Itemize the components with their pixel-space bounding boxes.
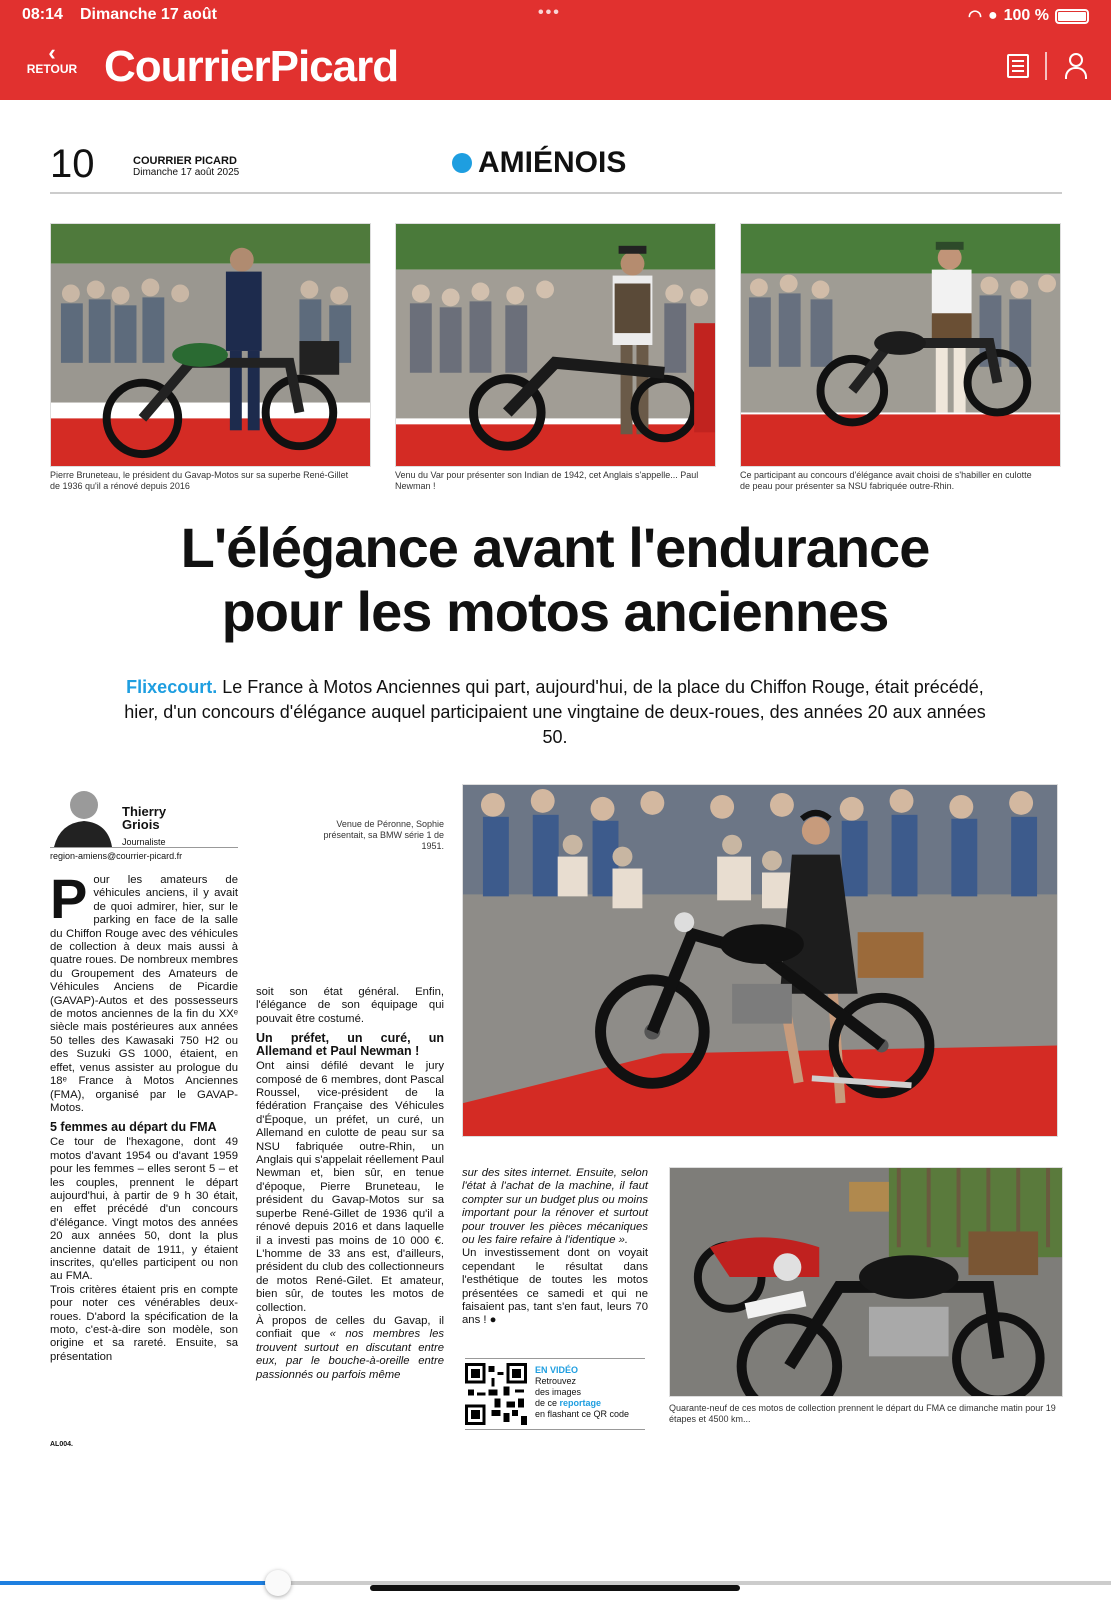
paragraph: À propos de celles du Gavap, il confiait que « nos membres les trouvent surtout en discutant entre eux, par le bouche-à-oreille entre passionnés ou parfois même <box>256 1314 444 1381</box>
video-label: EN VIDÉO <box>535 1365 579 1375</box>
publication-info <box>133 155 239 179</box>
article-column-2 <box>256 986 444 1382</box>
app-header <box>0 0 1111 100</box>
photo-caption-bmw: Venue de Péronne, Sophie présentait, sa BMW série 1 de 1951. <box>323 819 444 851</box>
progress-fill <box>0 1581 278 1585</box>
status-date: Dimanche 17 août <box>80 6 217 23</box>
multitask-dots-icon[interactable]: ••• <box>538 4 561 21</box>
app-logo: CourrierPicard <box>104 42 399 91</box>
paragraph: Trois critères étaient pris en compte pour noter ces vénérables deux-roues. D'abord la spécification de la moto, c'est-à-dire son modèle, son origine et sa rareté. Ensuite, sa présentation <box>50 1283 238 1363</box>
newspaper-page[interactable] <box>0 100 1111 1560</box>
article-lede <box>120 675 990 750</box>
photo-bmw-sophie <box>462 784 1058 1137</box>
quote: « nos membres les trouvent surtout en discutant entre eux, par le bouche-à-oreille entre passionnés ou parfois même <box>256 1328 444 1381</box>
qr-code-icon[interactable] <box>465 1363 527 1425</box>
chevron-left-icon: ‹ <box>48 40 56 65</box>
article-signature: AL004. <box>50 1441 73 1448</box>
author-email: region-amiens@courrier-picard.fr <box>50 851 183 861</box>
wifi-icon: ◠ <box>967 8 982 25</box>
paragraph-intro: Pour les amateurs de véhicules anciens, il y avait de quoi admirer, hier, sur le parking en face de la salle du Chiffon Rouge avec des véhicules de collection à deux mais aussi à quatre roues. De nombreux membres du Groupement des Amateurs de Véhicules Anciens de Picardie (GAVAP)-Autos et des possesseurs de motos anciennes de la fin du XXᵉ siècle mais postérieures aux années 50 telles des Kawasaki 750 H2 ou des Suzuki GS 1000, étaient, en effet, venus assister au prologue du 18ᵉ France à Motos Anciennes (FMA), organisé par le GAVAP-Motos. <box>50 867 238 1114</box>
article-column-3 <box>462 1167 648 1328</box>
photo-rene-gillet <box>50 223 371 467</box>
author-portrait <box>50 783 114 847</box>
back-button[interactable] <box>22 40 82 76</box>
battery-percent: 100 % <box>1003 7 1049 24</box>
author-name <box>122 805 166 831</box>
headline-line-1: L'élégance avant l'endurance <box>180 516 930 579</box>
video-promo[interactable] <box>465 1358 645 1430</box>
header-rule <box>50 192 1062 194</box>
divider <box>1045 52 1047 80</box>
photo-caption-1: Pierre Bruneteau, le président du Gavap-Motos sur sa superbe René-Gillet de 1936 qu'il a rénové depuis 2016 <box>50 470 349 491</box>
author-last-name: Griois <box>122 817 160 832</box>
back-label: RETOUR <box>26 62 78 76</box>
article-headline <box>60 516 1050 644</box>
paragraph: Ont ainsi défilé devant le jury composé de 6 membres, dont Pascal Roussel, vice-président de la fédération Française des Véhicules d'Époque, un préfet, un curé, un Allemand en culotte de peau sur sa NSU fabriquée outre-Rhin, un Anglais qui s'appelait réellement Paul Newman et, bien sûr, en tenue d'époque, Pierre Bruneteau, le président du Gavap-Motos sur sa superbe René-Gillet de 1936 qu'il a rénové depuis 2016 et dans laquelle il a investi pas moins de 10 000 €. L'homme de 33 ans est, d'ailleurs, président du club des collectionneurs de motos René-Gilet. Et amateur, bien sûr, de toutes les motos de collection. <box>256 1060 444 1314</box>
account-icon[interactable] <box>1063 53 1087 79</box>
subhead-2: Un préfet, un curé, un Allemand et Paul Newman ! <box>256 1031 444 1059</box>
author-role: Journaliste <box>122 837 166 847</box>
lede-text: Le France à Motos Anciennes qui part, aujourd'hui, de la place du Chiffon Rouge, était précédé, hier, d'un concours d'élégance auquel participaient une vingtaine de deux-roues, des années 20 aux années 50. <box>124 677 986 747</box>
section-label: AMIÉNOIS <box>478 146 627 179</box>
section-dot-icon <box>452 153 472 173</box>
author-first-name: Thierry <box>122 804 167 819</box>
photo-caption-3: Ce participant au concours d'élégance avait choisi de s'habiller en culotte de peau pour présenter sa NSU fabriquée outre-Rhin. <box>740 470 1032 491</box>
video-promo-text: EN VIDÉO Retrouvez des images de ce reportage en flashant ce QR code <box>535 1365 630 1419</box>
page-number: 10 <box>50 142 95 186</box>
quote: sur des sites internet. Ensuite, selon l'état à l'achat de la machine, il faut compter sur un budget plus ou moins important pour la rénover et surtout pour trouver les pièces mécaniques ou les faire refaire à l'identique ». <box>462 1167 648 1247</box>
photo-indian <box>395 223 716 467</box>
paragraph: soit son état général. Enfin, l'élégance de son équipage qui pouvait être costumé. <box>256 986 444 1025</box>
photo-caption-collection: Quarante-neuf de ces motos de collection prennent le départ du FMA ce dimanche matin pour 19 étapes et 4500 km... <box>669 1403 1056 1424</box>
drop-cap: P <box>50 867 88 930</box>
paragraph: Un investissement dont on voyait cependant le résultat dans l'esthétique de toutes les motos présentées ce samedi et qui ne faisaient pas, tant s'en faut, leurs 70 ans ! ● <box>462 1247 648 1327</box>
reading-progress-bar[interactable] <box>0 1568 1111 1600</box>
photo-collection-motos <box>669 1167 1063 1397</box>
newspaper-icon[interactable] <box>1007 54 1029 78</box>
end-mark-icon: ● <box>489 1314 497 1327</box>
progress-slider-handle[interactable] <box>265 1570 291 1596</box>
photo-caption-2: Venu du Var pour présenter son Indian de 1942, cet Anglais s'appelle... Paul Newman ! <box>395 470 699 491</box>
status-bar <box>0 6 1111 28</box>
section-title <box>452 146 626 180</box>
home-indicator[interactable] <box>370 1585 740 1591</box>
author-rule <box>50 847 238 848</box>
paragraph: Ce tour de l'hexagone, dont 49 motos d'avant 1954 ou d'avant 1959 pour les femmes – elles seront 5 – et les couples, prennent le départ aujourd'hui, à partir de 9 h 30 était, en effet précédé d'un concours d'élégance. Vingt motos des années 20 aux années 50, dont la plus ancienne datait de 1911, y étaient inscrites, qu'elles participent ou non au FMA. <box>50 1136 238 1283</box>
lede-place: Flixecourt. <box>126 677 218 697</box>
person-status-icon: ● <box>987 7 998 24</box>
headline-line-2: pour les motos anciennes <box>221 580 889 643</box>
photo-nsu <box>740 223 1061 467</box>
publication-date: Dimanche 17 août 2025 <box>133 167 240 178</box>
battery-icon <box>1055 9 1089 24</box>
article-column-1 <box>50 867 238 1364</box>
publication-name: COURRIER PICARD <box>133 155 237 167</box>
status-time: 08:14 <box>22 6 63 23</box>
subhead-1: 5 femmes au départ du FMA <box>50 1120 217 1135</box>
